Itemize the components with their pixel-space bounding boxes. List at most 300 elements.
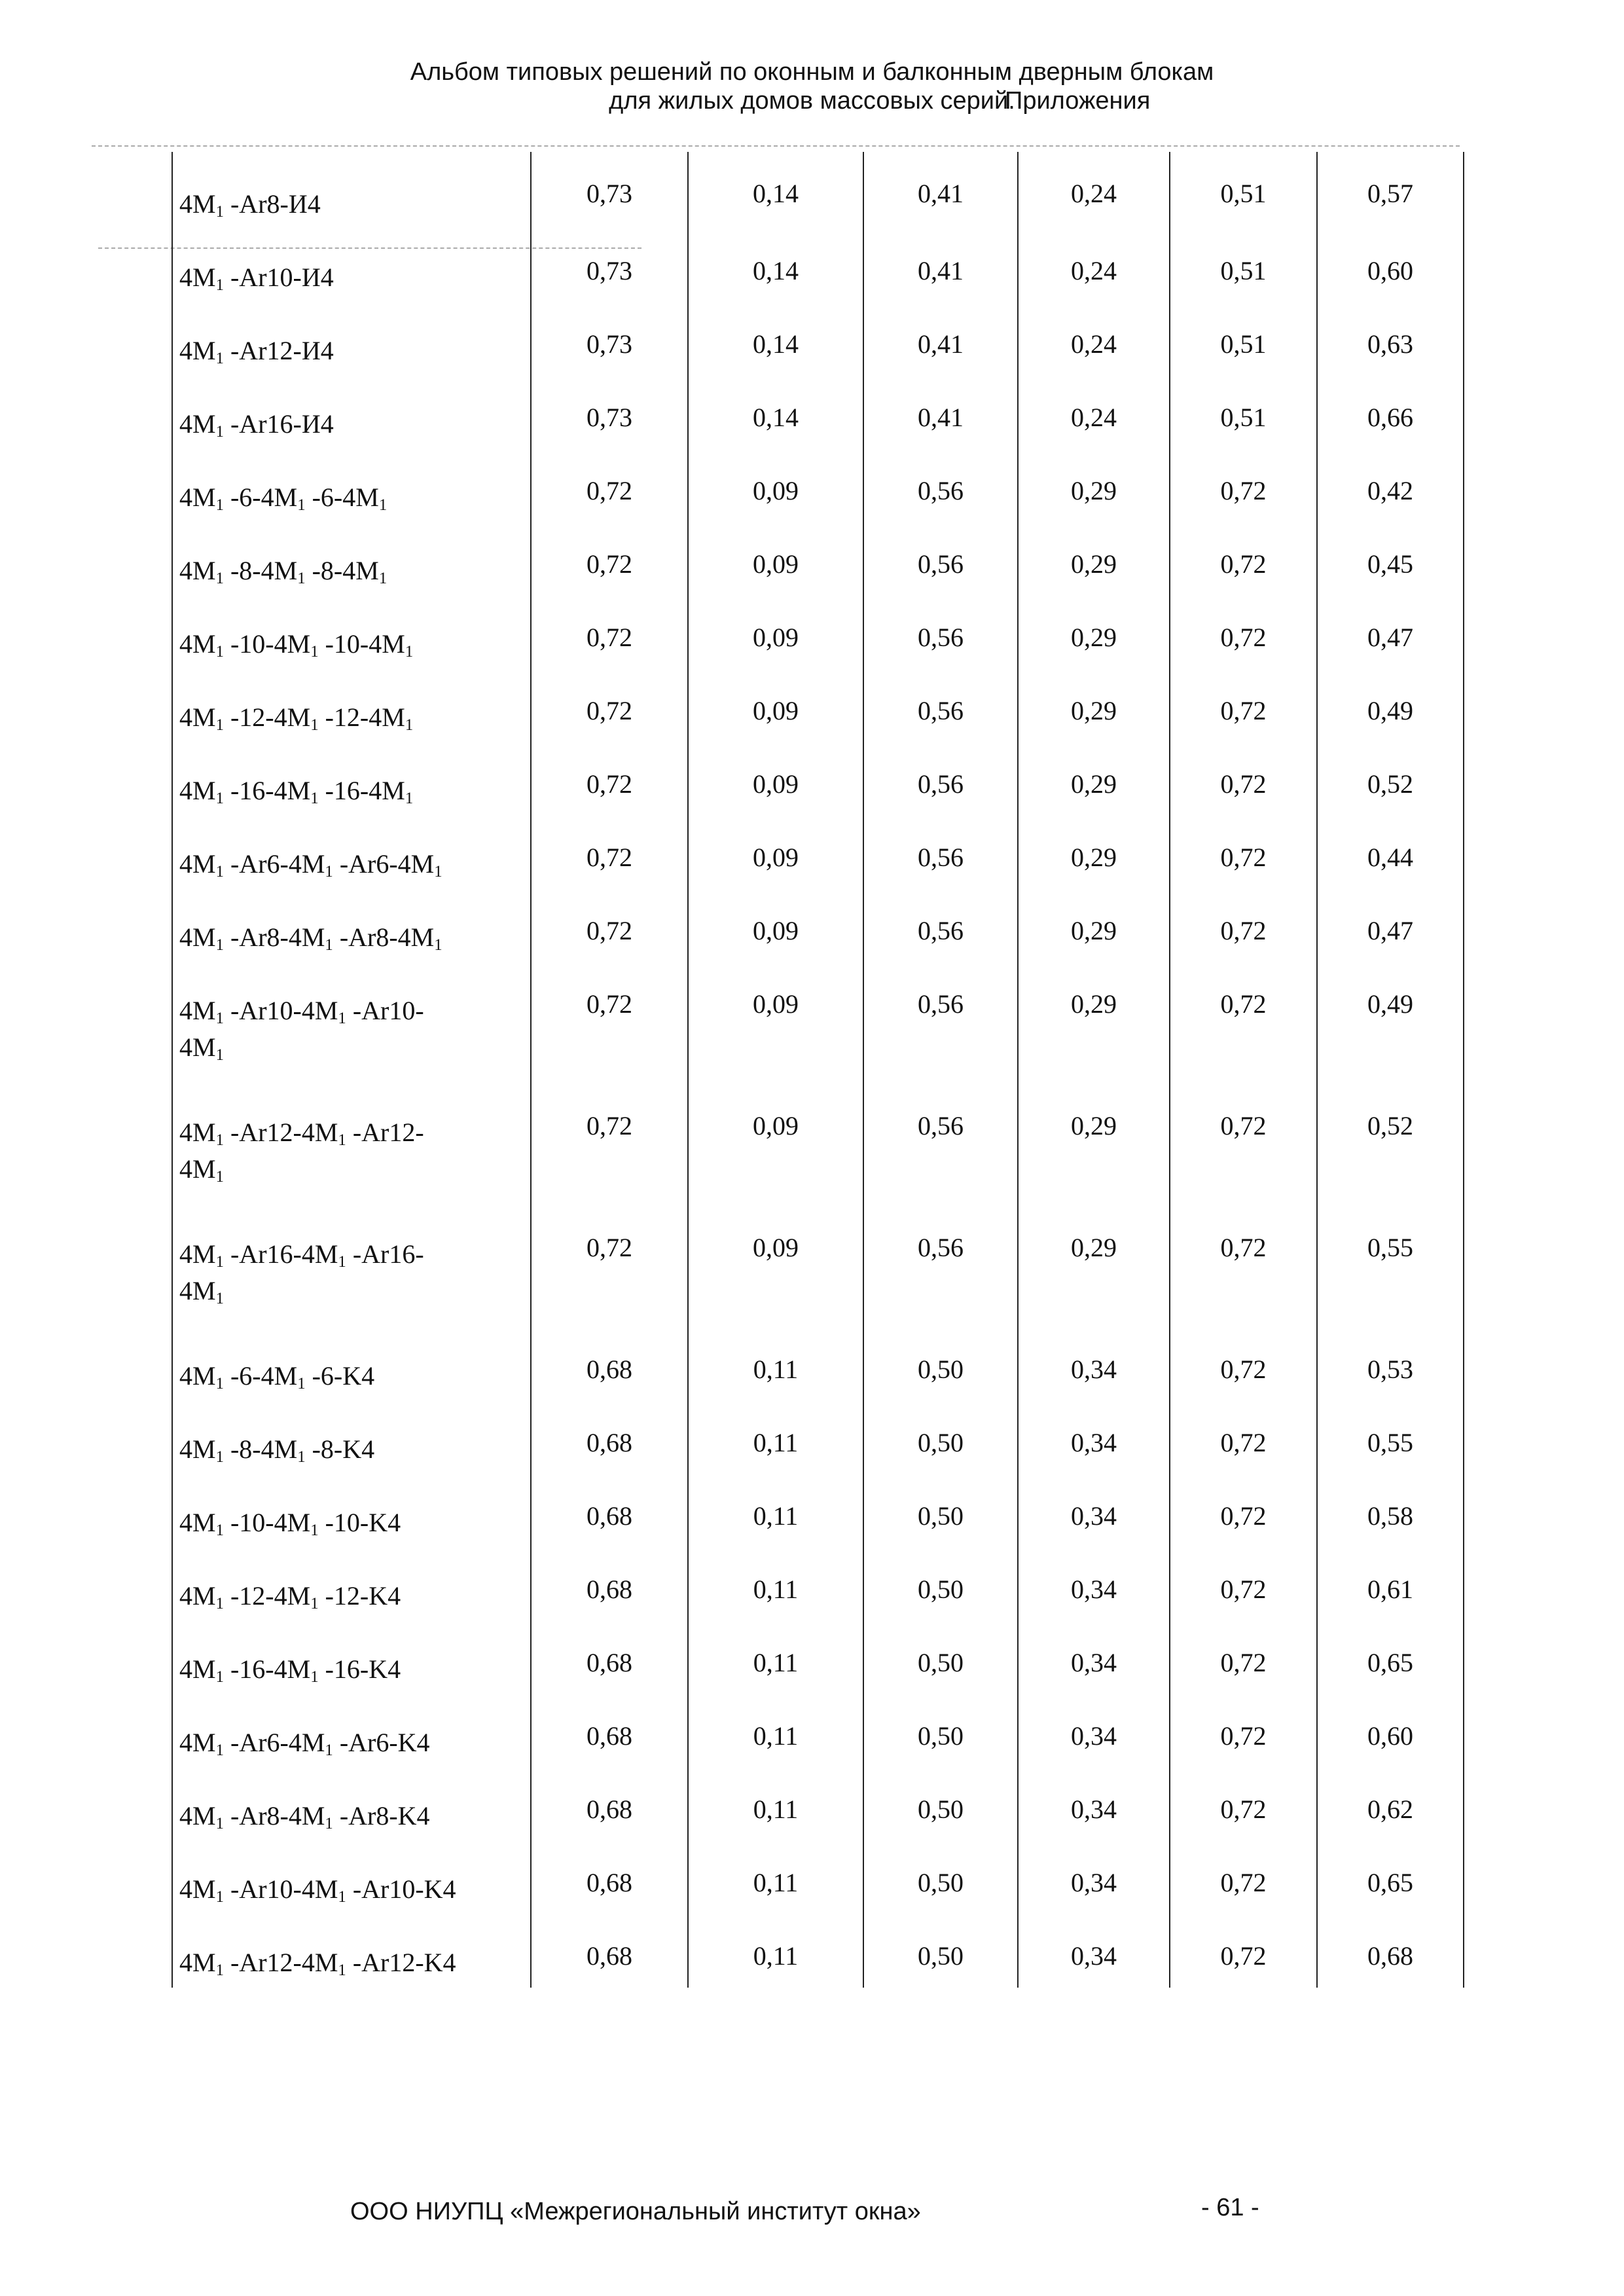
formula-text: -16-4M: [223, 1654, 311, 1684]
formula-text: 4M: [179, 702, 216, 732]
value-cell: 0,34: [1018, 1621, 1170, 1694]
value-cell: 0,45: [1317, 522, 1464, 596]
value-cell: 0,09: [688, 889, 863, 962]
value-cell: 0,11: [688, 1694, 863, 1768]
formula-text: 4M: [179, 1581, 216, 1611]
formula-subscript: 1: [215, 1522, 224, 1540]
table-row: [172, 1328, 1464, 1401]
value-cell: 0,11: [688, 1328, 863, 1401]
formula-text: -16-4M: [223, 776, 311, 805]
value-cell: 0,51: [1170, 229, 1317, 302]
value-cell: 0,72: [531, 596, 688, 669]
header-subtitle-line: [0, 86, 1624, 115]
value-cell: 0,41: [863, 229, 1018, 302]
table-row: [172, 1084, 1464, 1206]
header-title: Альбом типовых решений по оконным и балконным дверным блокам: [410, 58, 1214, 86]
formula-subscript: 1: [297, 570, 306, 588]
formula-subscript: 1: [215, 1888, 224, 1906]
formula-text: -Ar10-И4: [223, 263, 334, 292]
value-cell: 0,65: [1317, 1621, 1464, 1694]
formula-text: -10-4M: [318, 629, 405, 659]
value-cell: 0,11: [688, 1474, 863, 1548]
value-cell: 0,60: [1317, 229, 1464, 302]
value-cell: 0,68: [531, 1914, 688, 1988]
table-row: [172, 302, 1464, 376]
value-cell: 0,72: [531, 889, 688, 962]
formula-subscript: 1: [215, 1815, 224, 1833]
formula-subscript: 1: [215, 1046, 224, 1065]
value-cell: 0,29: [1018, 522, 1170, 596]
formula-text: 4M: [179, 1361, 216, 1391]
value-cell: 0,72: [1170, 596, 1317, 669]
formula-text: -Ar6-4M: [333, 849, 435, 879]
formula-subscript: 1: [215, 276, 224, 295]
formula-text: -6-4M: [223, 483, 298, 512]
formula-text: 4M: [179, 1801, 216, 1831]
glazing-formula-cell: [172, 596, 531, 669]
value-cell: 0,34: [1018, 1401, 1170, 1474]
value-cell: 0,09: [688, 742, 863, 816]
value-cell: 0,72: [1170, 962, 1317, 1084]
value-cell: 0,29: [1018, 742, 1170, 816]
value-cell: 0,72: [1170, 889, 1317, 962]
formula-subscript: 1: [310, 643, 319, 661]
formula-subscript: 1: [297, 496, 306, 515]
value-cell: 0,68: [531, 1621, 688, 1694]
value-cell: 0,34: [1018, 1328, 1170, 1401]
formula-subscript: 1: [215, 423, 224, 441]
table-row: [172, 816, 1464, 889]
value-cell: 0,29: [1018, 889, 1170, 962]
value-cell: 0,09: [688, 1206, 863, 1328]
value-cell: 0,62: [1317, 1768, 1464, 1841]
formula-text: 4M: [179, 1874, 216, 1904]
table-row: [172, 1401, 1464, 1474]
value-cell: 0,73: [531, 152, 688, 229]
value-cell: 0,24: [1018, 152, 1170, 229]
formula-text: -Ar6-K4: [333, 1728, 430, 1757]
value-cell: 0,68: [531, 1768, 688, 1841]
formula-subscript: 1: [434, 936, 442, 955]
value-cell: 0,41: [863, 302, 1018, 376]
value-cell: 0,72: [531, 1206, 688, 1328]
formula-text: 4M: [179, 1276, 216, 1305]
formula-subscript: 1: [215, 1961, 224, 1980]
value-cell: 0,72: [1170, 1548, 1317, 1621]
table-row: [172, 229, 1464, 302]
formula-text: -Ar10-4M: [223, 1874, 338, 1904]
formula-text: -12-4M: [223, 1581, 311, 1611]
formula-subscript: 1: [434, 863, 442, 881]
document-header: [0, 58, 1624, 115]
formula-subscript: 1: [378, 570, 388, 588]
glazing-formula-cell: [172, 889, 531, 962]
formula-text: 4M: [179, 1434, 216, 1464]
value-cell: 0,72: [531, 522, 688, 596]
value-cell: 0,34: [1018, 1694, 1170, 1768]
page-number: - 61 -: [1201, 2194, 1259, 2221]
value-cell: 0,72: [1170, 1328, 1317, 1401]
formula-text: -Ar6-4M: [223, 1728, 325, 1757]
value-cell: 0,72: [531, 1084, 688, 1206]
table-row: [172, 1841, 1464, 1914]
formula-text: 4M: [179, 1118, 216, 1147]
value-cell: 0,68: [531, 1328, 688, 1401]
formula-text: -8-K4: [305, 1434, 375, 1464]
formula-text: -16-K4: [318, 1654, 401, 1684]
value-cell: 0,56: [863, 889, 1018, 962]
value-cell: 0,50: [863, 1474, 1018, 1548]
value-cell: 0,24: [1018, 229, 1170, 302]
glazing-formula-cell: [172, 1328, 531, 1401]
formula-subscript: 1: [215, 1168, 224, 1186]
value-cell: 0,34: [1018, 1768, 1170, 1841]
formula-text: 4M: [179, 1948, 216, 1977]
formula-subscript: 1: [338, 1253, 346, 1271]
formula-text: 4M: [179, 1728, 216, 1757]
formula-subscript: 1: [405, 790, 414, 808]
value-cell: 0,72: [1170, 1084, 1317, 1206]
formula-subscript: 1: [215, 643, 224, 661]
value-cell: 0,29: [1018, 596, 1170, 669]
formula-text: 4M: [179, 996, 216, 1025]
value-cell: 0,63: [1317, 302, 1464, 376]
glazing-formula-cell: [172, 1841, 531, 1914]
formula-subscript: 1: [215, 863, 224, 881]
value-cell: 0,72: [531, 449, 688, 522]
value-cell: 0,56: [863, 742, 1018, 816]
formula-subscript: 1: [215, 1253, 224, 1271]
table-row: [172, 596, 1464, 669]
glazing-formula-cell: [172, 1401, 531, 1474]
glazing-properties-table: [171, 152, 1464, 1988]
value-cell: 0,50: [863, 1768, 1018, 1841]
formula-text: 4M: [179, 1239, 216, 1269]
value-cell: 0,24: [1018, 302, 1170, 376]
value-cell: 0,68: [531, 1548, 688, 1621]
value-cell: 0,14: [688, 229, 863, 302]
formula-text: 4M: [179, 483, 216, 512]
value-cell: 0,09: [688, 1084, 863, 1206]
value-cell: 0,72: [1170, 742, 1317, 816]
table-row: [172, 1474, 1464, 1548]
value-cell: 0,68: [531, 1694, 688, 1768]
value-cell: 0,34: [1018, 1548, 1170, 1621]
formula-subscript: 1: [325, 1815, 333, 1833]
value-cell: 0,24: [1018, 376, 1170, 449]
header-appendix-label: Приложения: [1005, 87, 1151, 115]
value-cell: 0,72: [1170, 1474, 1317, 1548]
value-cell: 0,72: [531, 962, 688, 1084]
formula-text: -Ar8-K4: [333, 1801, 430, 1831]
table-row: [172, 742, 1464, 816]
formula-text: -8-4M: [223, 556, 298, 585]
value-cell: 0,72: [1170, 1768, 1317, 1841]
value-cell: 0,11: [688, 1768, 863, 1841]
value-cell: 0,66: [1317, 376, 1464, 449]
value-cell: 0,56: [863, 449, 1018, 522]
formula-text: 4M: [179, 1508, 216, 1537]
value-cell: 0,56: [863, 522, 1018, 596]
value-cell: 0,53: [1317, 1328, 1464, 1401]
glazing-formula-cell: [172, 376, 531, 449]
value-cell: 0,34: [1018, 1474, 1170, 1548]
formula-subscript: 1: [378, 496, 388, 515]
formula-subscript: 1: [325, 936, 333, 955]
value-cell: 0,52: [1317, 742, 1464, 816]
value-cell: 0,50: [863, 1621, 1018, 1694]
table-row: [172, 1621, 1464, 1694]
value-cell: 0,09: [688, 449, 863, 522]
formula-text: -10-4M: [223, 629, 311, 659]
glazing-formula-cell: [172, 1548, 531, 1621]
formula-text: -Ar16-4M: [223, 1239, 338, 1269]
glazing-formula-cell: [172, 302, 531, 376]
value-cell: 0,72: [1170, 669, 1317, 742]
value-cell: 0,68: [531, 1401, 688, 1474]
value-cell: 0,72: [1170, 449, 1317, 522]
formula-subscript: 1: [310, 790, 319, 808]
value-cell: 0,72: [1170, 1206, 1317, 1328]
value-cell: 0,60: [1317, 1694, 1464, 1768]
formula-subscript: 1: [215, 790, 224, 808]
value-cell: 0,11: [688, 1914, 863, 1988]
value-cell: 0,72: [1170, 1401, 1317, 1474]
formula-text: -10-4M: [223, 1508, 311, 1537]
table-row: [172, 376, 1464, 449]
formula-subscript: 1: [215, 936, 224, 955]
table-row: [172, 1548, 1464, 1621]
formula-text: 4M: [179, 409, 216, 439]
value-cell: 0,41: [863, 152, 1018, 229]
formula-subscript: 1: [215, 350, 224, 368]
formula-text: -8-4M: [223, 1434, 298, 1464]
formula-text: 4M: [179, 1654, 216, 1684]
formula-subscript: 1: [338, 1010, 346, 1028]
table-row: [172, 1914, 1464, 1988]
value-cell: 0,72: [531, 742, 688, 816]
glazing-formula-cell: [172, 229, 531, 302]
value-cell: 0,29: [1018, 449, 1170, 522]
value-cell: 0,09: [688, 962, 863, 1084]
value-cell: 0,68: [531, 1474, 688, 1548]
formula-subscript: 1: [325, 863, 333, 881]
formula-subscript: 1: [215, 496, 224, 515]
formula-text: 4M: [179, 189, 216, 219]
formula-subscript: 1: [215, 716, 224, 735]
value-cell: 0,72: [531, 669, 688, 742]
formula-subscript: 1: [215, 1595, 224, 1613]
value-cell: 0,11: [688, 1548, 863, 1621]
formula-subscript: 1: [215, 1668, 224, 1686]
formula-text: -Ar16-: [346, 1239, 424, 1269]
formula-text: 4M: [179, 629, 216, 659]
formula-text: -Ar8-4M: [223, 922, 325, 952]
value-cell: 0,29: [1018, 1206, 1170, 1328]
formula-text: -10-K4: [318, 1508, 401, 1537]
value-cell: 0,29: [1018, 669, 1170, 742]
value-cell: 0,72: [1170, 1841, 1317, 1914]
table-row: [172, 1694, 1464, 1768]
value-cell: 0,56: [863, 1084, 1018, 1206]
value-cell: 0,50: [863, 1548, 1018, 1621]
glazing-formula-cell: [172, 152, 531, 229]
formula-subscript: 1: [215, 1010, 224, 1028]
value-cell: 0,14: [688, 302, 863, 376]
formula-text: -Ar12-4M: [223, 1118, 338, 1147]
value-cell: 0,29: [1018, 1084, 1170, 1206]
value-cell: 0,55: [1317, 1401, 1464, 1474]
value-cell: 0,47: [1317, 889, 1464, 962]
formula-subscript: 1: [405, 716, 414, 735]
value-cell: 0,41: [863, 376, 1018, 449]
value-cell: 0,72: [531, 816, 688, 889]
formula-text: 4M: [179, 922, 216, 952]
value-cell: 0,72: [1170, 522, 1317, 596]
formula-text: -Ar8-4M: [333, 922, 435, 952]
table-body: [172, 152, 1464, 1988]
formula-text: -Ar12-K4: [346, 1948, 456, 1977]
value-cell: 0,56: [863, 816, 1018, 889]
value-cell: 0,55: [1317, 1206, 1464, 1328]
value-cell: 0,68: [1317, 1914, 1464, 1988]
formula-subscript: 1: [297, 1375, 306, 1393]
value-cell: 0,44: [1317, 816, 1464, 889]
table-row: [172, 522, 1464, 596]
formula-text: -12-4M: [223, 702, 311, 732]
value-cell: 0,72: [1170, 1621, 1317, 1694]
value-cell: 0,09: [688, 522, 863, 596]
table-row: [172, 669, 1464, 742]
value-cell: 0,72: [1170, 816, 1317, 889]
formula-text: -16-4M: [318, 776, 405, 805]
value-cell: 0,34: [1018, 1914, 1170, 1988]
formula-subscript: 1: [215, 1741, 224, 1760]
value-cell: 0,50: [863, 1328, 1018, 1401]
formula-text: 4M: [179, 1154, 216, 1184]
glazing-formula-cell: [172, 449, 531, 522]
value-cell: 0,56: [863, 1206, 1018, 1328]
glazing-formula-cell: [172, 1694, 531, 1768]
value-cell: 0,11: [688, 1621, 863, 1694]
value-cell: 0,72: [1170, 1914, 1317, 1988]
formula-subscript: 1: [215, 1448, 224, 1467]
formula-text: -Ar10-: [346, 996, 424, 1025]
table-row: [172, 1206, 1464, 1328]
formula-subscript: 1: [310, 1595, 319, 1613]
value-cell: 0,29: [1018, 962, 1170, 1084]
value-cell: 0,73: [531, 229, 688, 302]
value-cell: 0,58: [1317, 1474, 1464, 1548]
formula-text: -Ar12-4M: [223, 1948, 338, 1977]
value-cell: 0,50: [863, 1914, 1018, 1988]
formula-subscript: 1: [215, 203, 224, 221]
formula-text: -Ar6-4M: [223, 849, 325, 879]
footer-organization: ООО НИУПЦ «Межрегиональный институт окна»: [350, 2198, 921, 2225]
glazing-formula-cell: [172, 1206, 531, 1328]
top-divider: [92, 145, 1460, 147]
formula-text: -Ar10-K4: [346, 1874, 456, 1904]
formula-text: -12-K4: [318, 1581, 401, 1611]
formula-text: -Ar10-4M: [223, 996, 338, 1025]
value-cell: 0,51: [1170, 376, 1317, 449]
value-cell: 0,11: [688, 1841, 863, 1914]
table-row: [172, 962, 1464, 1084]
glazing-formula-cell: [172, 1474, 531, 1548]
value-cell: 0,56: [863, 596, 1018, 669]
value-cell: 0,34: [1018, 1841, 1170, 1914]
value-cell: 0,50: [863, 1401, 1018, 1474]
glazing-formula-cell: [172, 1084, 531, 1206]
formula-text: -8-4M: [305, 556, 379, 585]
formula-text: -Ar8-4M: [223, 1801, 325, 1831]
value-cell: 0,09: [688, 816, 863, 889]
formula-subscript: 1: [215, 1375, 224, 1393]
formula-text: 4M: [179, 1032, 216, 1062]
formula-text: -Ar16-И4: [223, 409, 334, 439]
glazing-formula-cell: [172, 522, 531, 596]
formula-subscript: 1: [215, 570, 224, 588]
formula-text: 4M: [179, 849, 216, 879]
value-cell: 0,47: [1317, 596, 1464, 669]
formula-text: 4M: [179, 556, 216, 585]
table-row: [172, 152, 1464, 229]
value-cell: 0,09: [688, 669, 863, 742]
header-subtitle: для жилых домов массовых серий.: [609, 87, 1015, 115]
value-cell: 0,56: [863, 962, 1018, 1084]
glazing-formula-cell: [172, 1914, 531, 1988]
formula-subscript: 1: [405, 643, 414, 661]
formula-subscript: 1: [310, 716, 319, 735]
formula-text: 4M: [179, 263, 216, 292]
value-cell: 0,42: [1317, 449, 1464, 522]
formula-text: 4M: [179, 776, 216, 805]
value-cell: 0,52: [1317, 1084, 1464, 1206]
value-cell: 0,50: [863, 1841, 1018, 1914]
formula-subscript: 1: [297, 1448, 306, 1467]
value-cell: 0,29: [1018, 816, 1170, 889]
value-cell: 0,68: [531, 1841, 688, 1914]
value-cell: 0,72: [1170, 1694, 1317, 1768]
formula-text: -12-4M: [318, 702, 405, 732]
glazing-formula-cell: [172, 962, 531, 1084]
formula-text: -Ar12-: [346, 1118, 424, 1147]
table-row: [172, 889, 1464, 962]
value-cell: 0,49: [1317, 669, 1464, 742]
value-cell: 0,49: [1317, 962, 1464, 1084]
formula-subscript: 1: [215, 1290, 224, 1308]
formula-subscript: 1: [338, 1131, 346, 1150]
glazing-formula-cell: [172, 1621, 531, 1694]
value-cell: 0,56: [863, 669, 1018, 742]
value-cell: 0,73: [531, 302, 688, 376]
formula-subscript: 1: [215, 1131, 224, 1150]
formula-text: -6-4M: [223, 1361, 298, 1391]
value-cell: 0,14: [688, 376, 863, 449]
value-cell: 0,73: [531, 376, 688, 449]
value-cell: 0,61: [1317, 1548, 1464, 1621]
value-cell: 0,51: [1170, 302, 1317, 376]
value-cell: 0,51: [1170, 152, 1317, 229]
glazing-formula-cell: [172, 816, 531, 889]
formula-subscript: 1: [325, 1741, 333, 1760]
formula-text: -Ar12-И4: [223, 336, 334, 365]
formula-text: -6-4M: [305, 483, 379, 512]
value-cell: 0,50: [863, 1694, 1018, 1768]
formula-text: -Ar8-И4: [223, 189, 321, 219]
formula-text: 4M: [179, 336, 216, 365]
formula-subscript: 1: [310, 1522, 319, 1540]
